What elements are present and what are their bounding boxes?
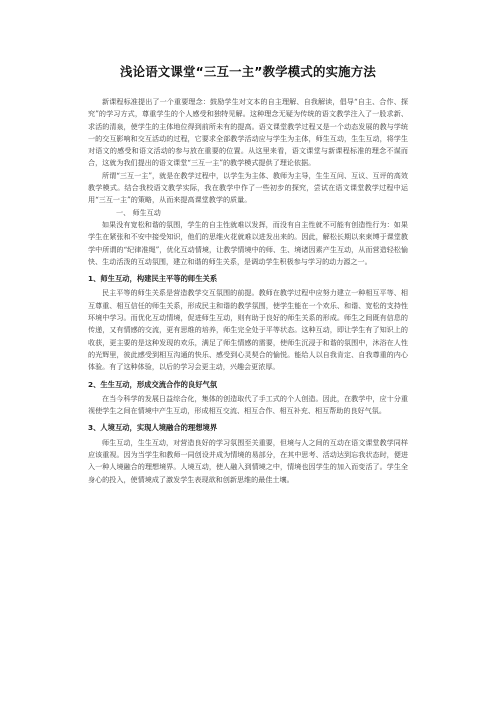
- subsection-heading-1: 1、师生互动，构建民主平等的师生关系: [88, 274, 218, 284]
- subsection-heading-2: 2、生生互动，形成交流合作的良好气氛: [88, 379, 218, 389]
- subsection-1-body: 民主平等的师生关系是营造教学交互氛围的前提。教师在教学过程中应努力建立一种相互平等、相互尊重、相互信任的师生关系，形成民主和谐的教学氛围，使学生能在一个欢乐、和谐、宽松的支持性环境中学习。而优化互动情境，促进师生互动，则有助于良好的师生关系的形成。师生之间既有信息的传递，又有情感的交流，更有思维的培养，师生完全处于平等状态。这种互动，即让学生有了知识上的收获，更主要的是这种发现的欢乐，满足了师生情感的需要，使师生沉浸于和谐的氛围中，沐浴在人性的光辉里，彼此感受到相互沟通的快乐、感受到心灵契合的愉悦。能给人以自我肯定、自我尊重的内心体验。有了这种体验，以后的学习会更主动，兴趣会更浓厚。: [88, 288, 408, 372]
- document-title: 浅论语文课堂“三互一主”教学模式的实施方法: [120, 64, 376, 79]
- subsection-2-body: 在当今科学的发展日益综合化，集体的创造取代了手工式的个人创造。因此，在教学中，应十分重视使学生之间在情境中产生互动，形成相互交流、相互合作、相互补充、相互帮助的良好气氛。: [88, 393, 408, 416]
- section-1-body: 如果没有宽松和谐的氛围，学生的自主性就难以发挥，而没有自主性就不可能有创造性行为：如果学生在紧张和不安中接受知识，他们的思维火花就难以进发出来的。因此，解松长期以来束缚于课堂教学中所谓的“纪律准绳”，优化互动情境，让教学情境中的师、生、境诸因素产生互动，从而营造轻松愉快、生动活泼的互动氛围，建立和谐的师生关系，是调动学生积极参与学习的动力源之一。: [88, 219, 408, 266]
- document-body: [88, 96, 408, 486]
- subsection-3-body: 师生互动，生生互动，对营造良好的学习氛围至关重要，但境与人之间的互动在语文课堂教学同样应该重视。因为当学生和教师一同创设并成为情境的易部分，在其中思考、活动达到忘我状态时，便进入一种人境融合的理想境界。人境互动，使人融入到情境之中，情境也因学生的加入而变活了。学生全身心的投入，使情境成了激发学生表现欲和创新思维的最佳土壤。: [88, 437, 408, 484]
- intro-paragraph-1: 新课程标准提出了一个重要理念：鼓励学生对文本的自主理解、自我解读，倡导“自主、合作、探究”的学习方式，尊重学生的个人感受和独特见解。这种理念无疑为传统的语文教学注入了一股求新、求活的清泉，使学生的主体地位得到前所未有的提高。语文课堂教学过程又是一个动态发展的教与学统一的交互影响和交互活动的过程，它要求全部教学活动应与学生为主体，师生互动，生生互动，将学生对语文的感受和语文活动的参与放在重要的位置。从这里来看，语文课堂与新课程标准的理念不谋而合，这就为我们提出的语文课堂“三互一主”的教学模式提供了理论依据。: [88, 97, 408, 168]
- intro-paragraph-2: 所谓“三互一主”，就是在教学过程中，以学生为主体、教师为主导，生生互问、互议、互评的高效教学模式。结合我校语文教学实际，我在教学中作了一些初步的探究，尝试在语文课堂教学过程中运用“三互一主”的策略，从而来提高课堂教学的质量。: [88, 170, 408, 205]
- section-heading-1: 一、 师生互动: [116, 207, 161, 217]
- subsection-heading-3: 3、人境互动，实现人境融合的理想境界: [88, 423, 218, 433]
